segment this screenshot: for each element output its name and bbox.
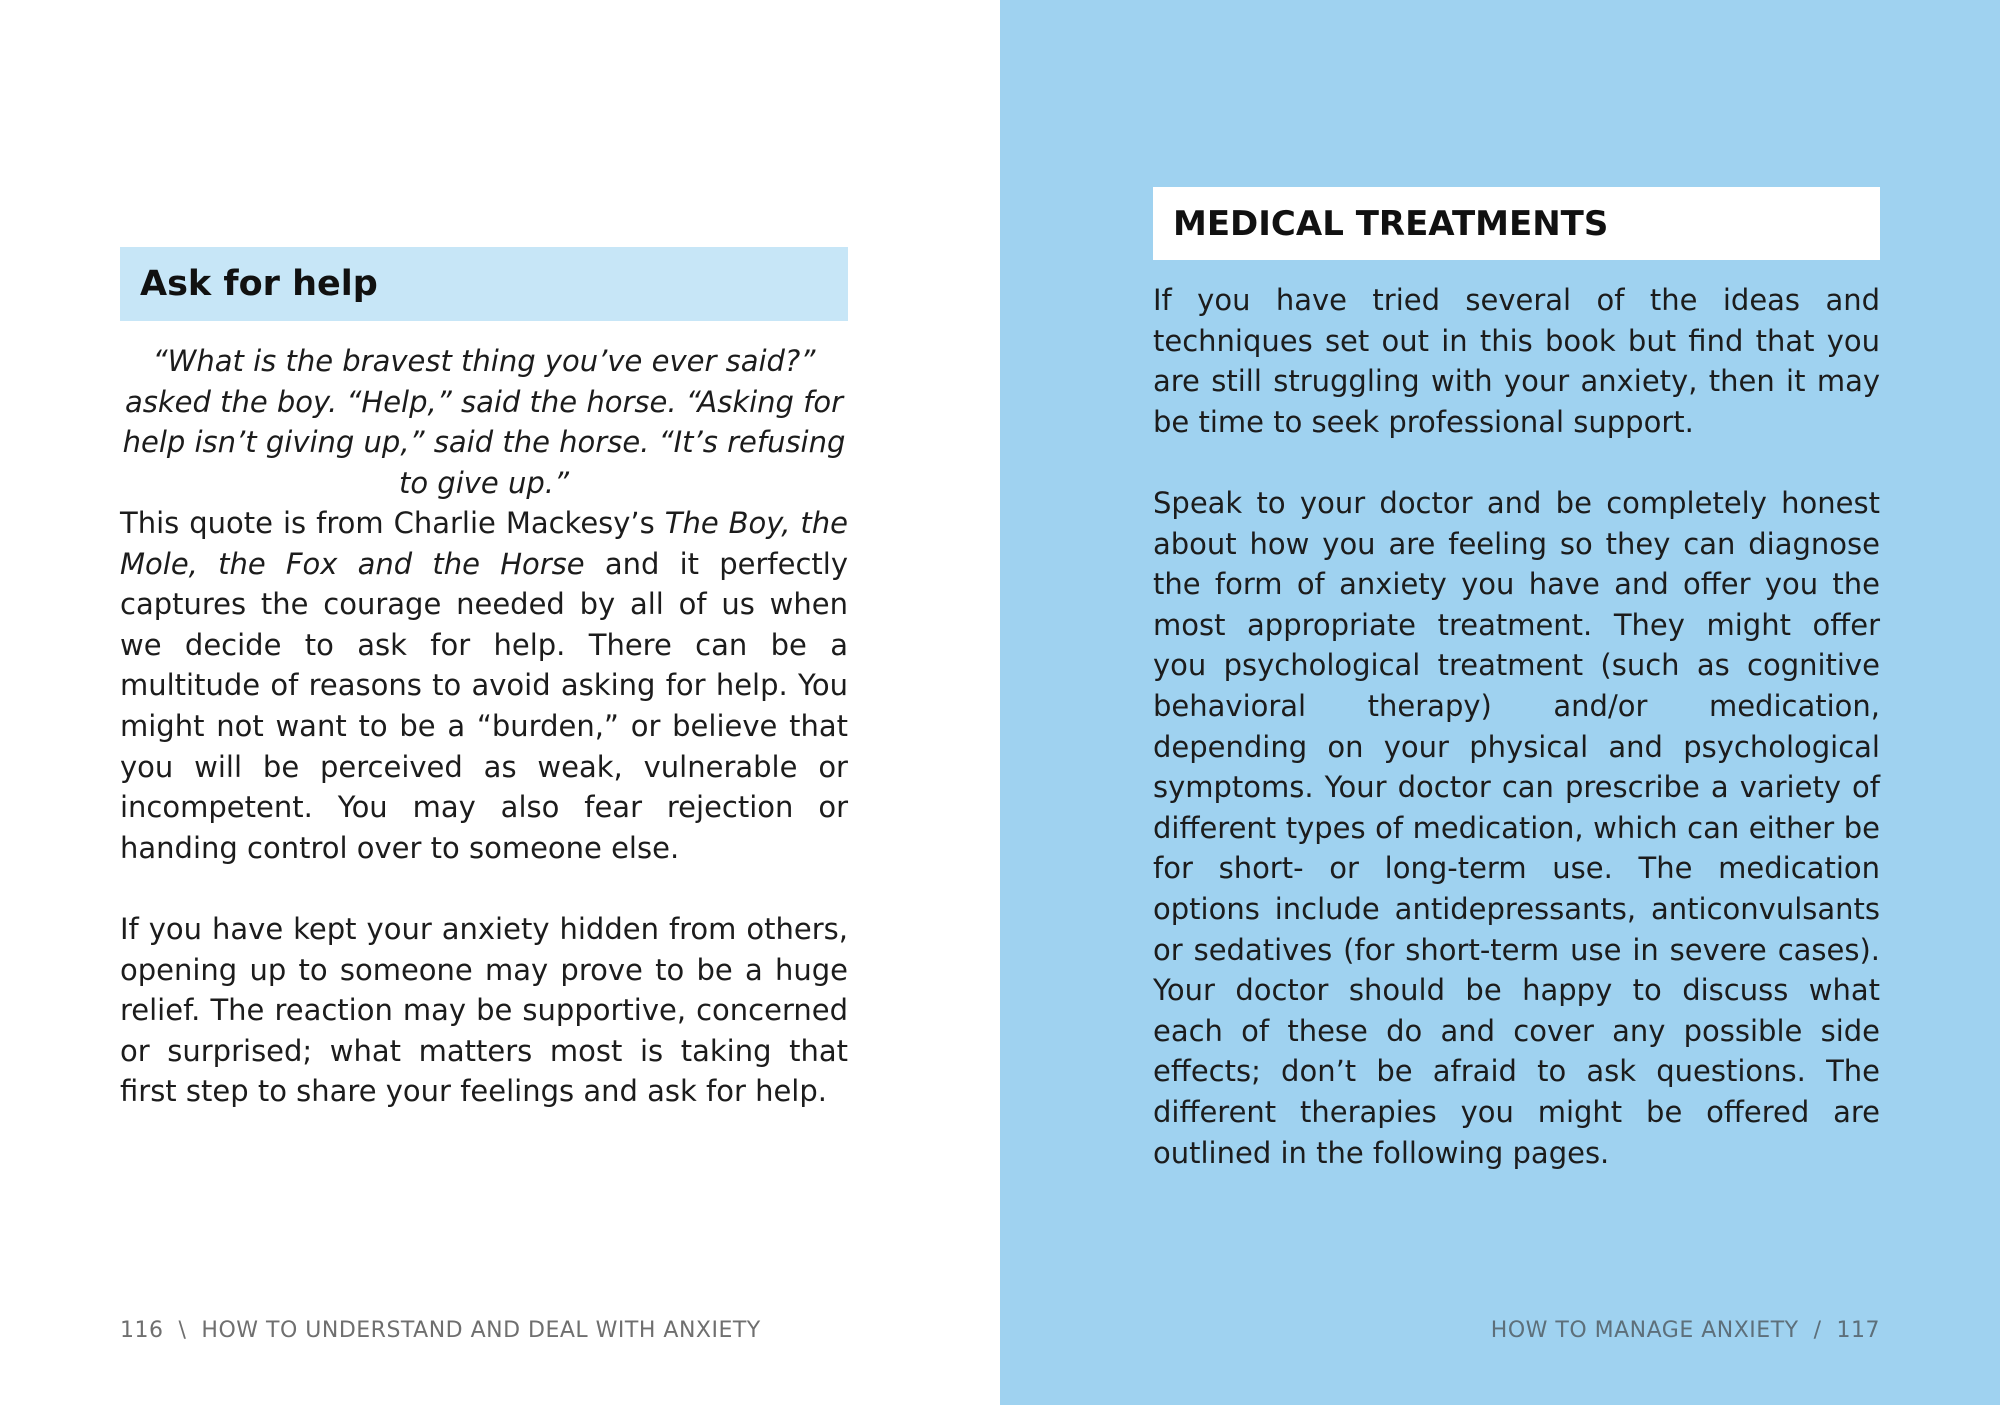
book-title-footer: HOW TO UNDERSTAND AND DEAL WITH ANXIETY xyxy=(201,1318,761,1343)
quote-text: “What is the bravest thing you’ve ever said?” asked the boy. “Help,” said the horse. “Asking for help isn’t giving up,” said the horse. “It’s refusing to give up.” xyxy=(122,344,846,500)
book-title: The Boy, the Mole, the Fox and the Horse xyxy=(120,506,849,581)
section-heading-medical-treatments xyxy=(1153,187,1880,260)
body-paragraph-professional-support: If you have tried several of the ideas and techniques set out in this book but find that you are still struggling with your anxiety, then it may be time to seek professional support. xyxy=(1153,283,1880,439)
text-run: and it perfectly captures the courage needed by all of us when we decide to ask for help. There can be a multitude of reasons to avoid asking for help. You might not want to be a “burden,” or believe that you will be perceived as weak, vulnerable or incompetent. You may also fear rejection or handing control over to someone else. xyxy=(120,546,848,865)
running-footer-left xyxy=(120,1318,761,1343)
running-footer-right xyxy=(1491,1318,1880,1343)
body-paragraph-opening-up: If you have kept your anxiety hidden from others, opening up to someone may prove to be a huge relief. The reaction may be supportive, concerned or surprised; what matters most is taking that first step to share your feelings and ask for help. xyxy=(120,912,848,1109)
section-heading-ask-for-help xyxy=(120,247,848,321)
chapter-title-footer: HOW TO MANAGE ANXIETY xyxy=(1490,1318,1799,1343)
heading-text: MEDICAL TREATMENTS xyxy=(1173,203,1609,244)
page-number: 117 xyxy=(1836,1318,1880,1343)
body-paragraph-quote-source xyxy=(120,503,848,868)
text-run: This quote is from Charlie Mackesy’s xyxy=(120,506,665,540)
footer-separator: / xyxy=(1813,1318,1822,1343)
body-paragraph-doctor: Speak to your doctor and be completely honest about how you are feeling so they can diagnose the form of anxiety you have and offer you the most appropriate treatment. They might offer you psychological treatment (such as cognitive behavioral therapy) and/or medication, depending on your physical and psychological symptoms. Your doctor can prescribe a variety of different types of medication, which can either be for short- or long-term use. The medication options include antidepressants, anticonvulsants or sedatives (for short-term use in severe cases). Your doctor should be happy to discuss what each of these do and cover any possible side effects; don’t be afraid to ask questions. The different therapies you might be offered are outlined in the following pages. xyxy=(1153,486,1880,1170)
right-page xyxy=(1000,0,2000,1405)
page-number: 116 xyxy=(120,1318,164,1343)
heading-text: Ask for help xyxy=(140,264,378,304)
footer-separator: \ xyxy=(178,1318,187,1343)
